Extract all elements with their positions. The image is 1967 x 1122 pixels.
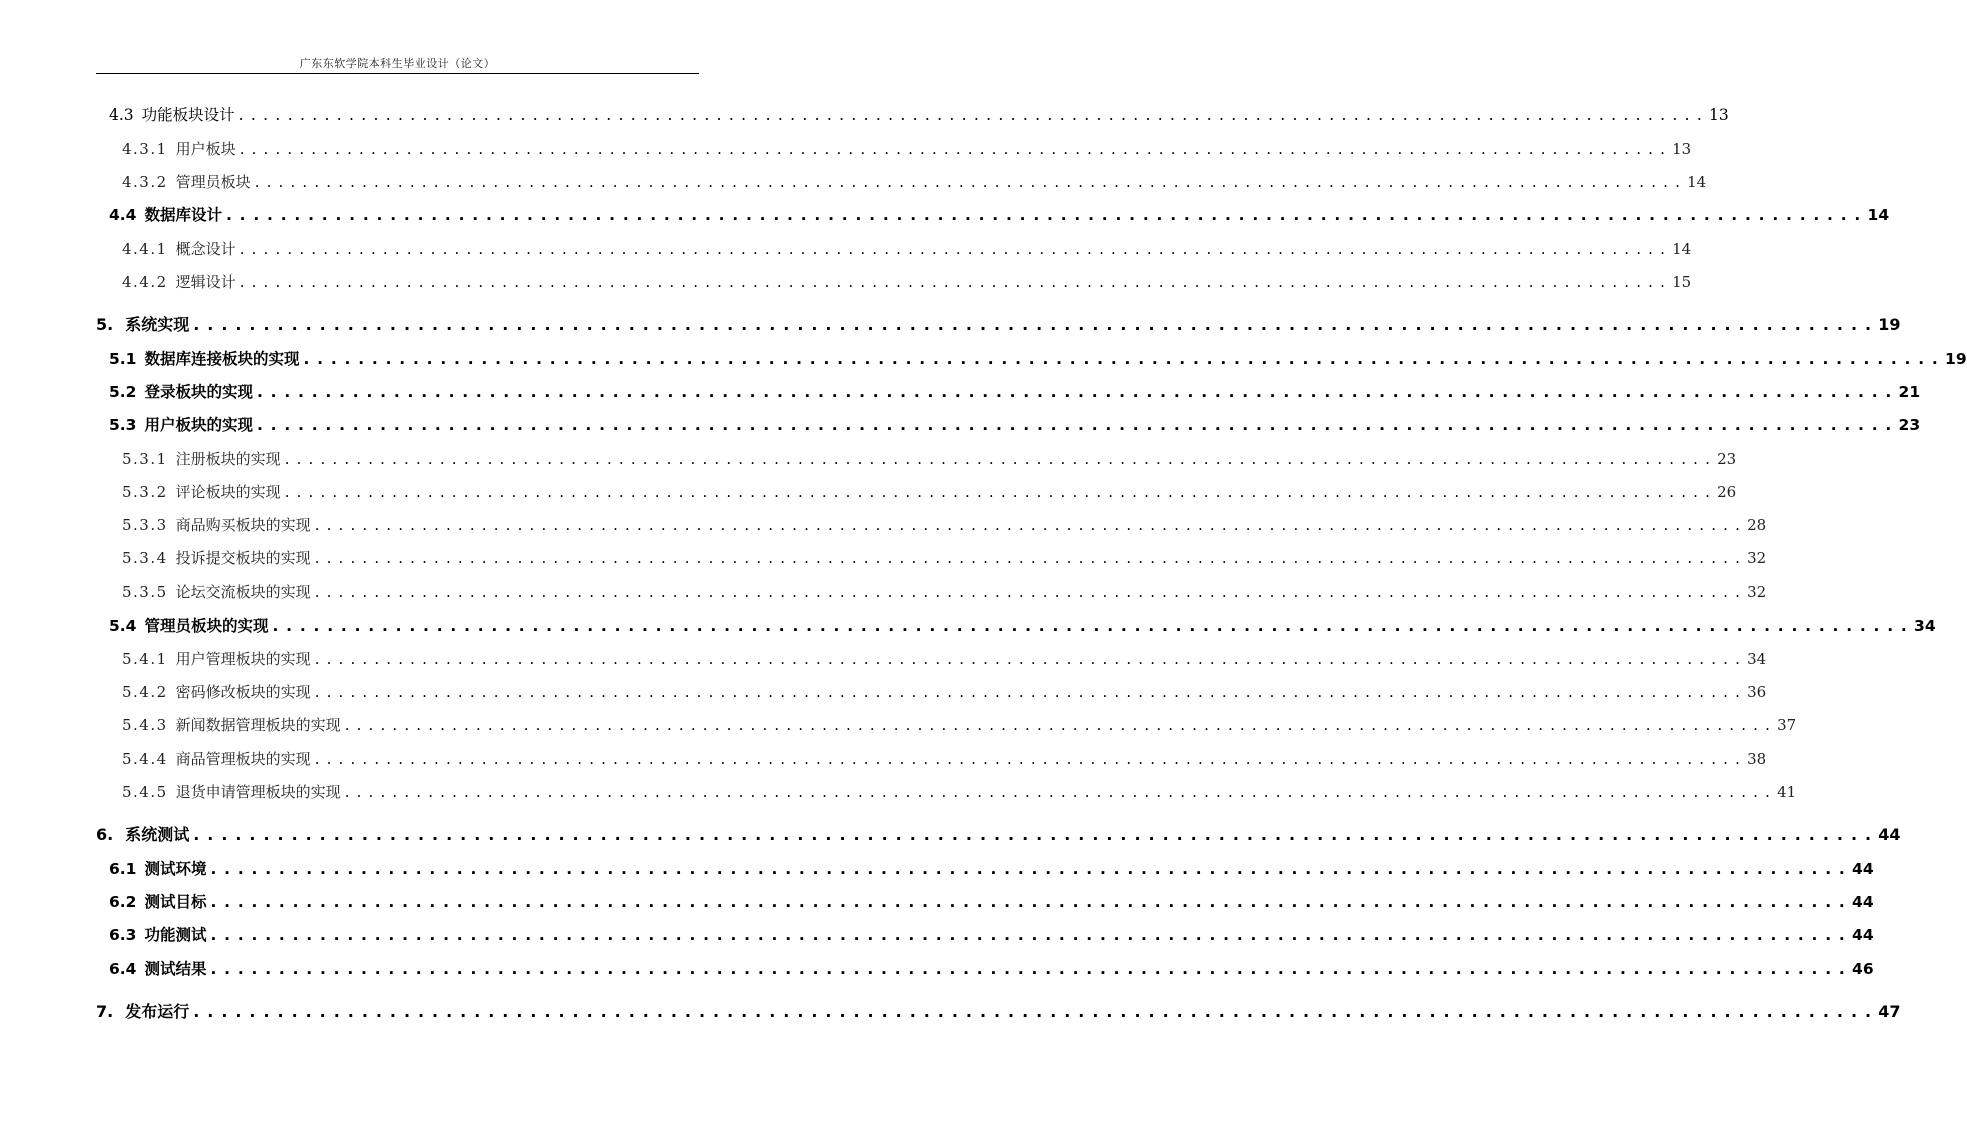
- toc-entry[interactable]: [122, 648, 1767, 670]
- toc-entry-title: 测试环境: [144, 860, 207, 878]
- toc-entry[interactable]: [109, 414, 1921, 436]
- toc-entry-title: 用户板块的实现: [144, 416, 253, 434]
- toc-entry-number: 6.4: [109, 960, 137, 978]
- toc-entry[interactable]: [96, 824, 1901, 846]
- toc-leader-dots: . . . . . . . . . . . . . . . . . . . . . . . . . . . . . . . . . . . . . . . . . . . . . . . . . . . . . . . . . . . . . . . . . . . . . . . . . . . . . . . . . . . . . . . . . . . . . . . . . . . . . . . . . . . . . . . . . . . . . . . .: [239, 140, 1667, 158]
- toc-entry-page: 32: [1747, 549, 1767, 567]
- toc-entry-page: 23: [1717, 450, 1737, 468]
- toc-entry-title: 登录板块的实现: [144, 383, 253, 401]
- toc-entry-page: 21: [1898, 383, 1921, 401]
- toc-leader-dots: . . . . . . . . . . . . . . . . . . . . . . . . . . . . . . . . . . . . . . . . . . . . . . . . . . . . . . . . . . . . . . . . . . . . . . . . . . . . . . . . . . . . . . . . . . . . . . . . . . . . . . . . . . . . . . . . . . . . . . . .: [284, 450, 1712, 468]
- toc-entry-page: 19: [1878, 315, 1901, 334]
- toc-entry-title: 系统实现: [125, 315, 190, 334]
- toc-leader-dots: . . . . . . . . . . . . . . . . . . . . . . . . . . . . . . . . . . . . . . . . . . . . . . . . . . . . . . . . . . . . . . . . . . . . . . . . . . . . . . . . . . . . . . . . . . . . . . . . . . . . . . . . . . . . . . . . . . . . . . . .: [210, 960, 1847, 978]
- toc-entry-page: 32: [1747, 583, 1767, 601]
- toc-leader-dots: . . . . . . . . . . . . . . . . . . . . . . . . . . . . . . . . . . . . . . . . . . . . . . . . . . . . . . . . . . . . . . . . . . . . . . . . . . . . . . . . . . . . . . . . . . . . . . . . . . . . . . . . . . . . . . . . . . . . . . . .: [225, 206, 1862, 224]
- toc-entry-page: 26: [1717, 483, 1737, 501]
- toc-leader-dots: . . . . . . . . . . . . . . . . . . . . . . . . . . . . . . . . . . . . . . . . . . . . . . . . . . . . . . . . . . . . . . . . . . . . . . . . . . . . . . . . . . . . . . . . . . . . . . . . . . . . . . . . . . . . . . . . . . . . . . . .: [303, 350, 1940, 368]
- toc-entry-page: 38: [1747, 750, 1767, 768]
- toc-leader-dots: . . . . . . . . . . . . . . . . . . . . . . . . . . . . . . . . . . . . . . . . . . . . . . . . . . . . . . . . . . . . . . . . . . . . . . . . . . . . . . . . . . . . . . . . . . . . . . . . . . . . . . . . . . . . . . . . . . . . . . . .: [193, 315, 1873, 334]
- toc-entry[interactable]: [109, 924, 1874, 946]
- toc-leader-dots: . . . . . . . . . . . . . . . . . . . . . . . . . . . . . . . . . . . . . . . . . . . . . . . . . . . . . . . . . . . . . . . . . . . . . . . . . . . . . . . . . . . . . . . . . . . . . . . . . . . . . . . . . . . . . . . . . . . . . . . .: [239, 273, 1667, 291]
- toc-leader-dots: . . . . . . . . . . . . . . . . . . . . . . . . . . . . . . . . . . . . . . . . . . . . . . . . . . . . . . . . . . . . . . . . . . . . . . . . . . . . . . . . . . . . . . . . . . . . . . . . . . . . . . . . . . . . . . . . . . . . . . . .: [238, 106, 1704, 124]
- toc-entry-number: 5.3.5: [122, 583, 168, 601]
- toc-entry-title: 论坛交流板块的实现: [175, 583, 311, 601]
- toc-entry-page: 37: [1777, 716, 1797, 734]
- toc-entry[interactable]: [96, 314, 1901, 336]
- toc-entry-number: 6.3: [109, 926, 137, 944]
- toc-entry-number: 5.3.2: [122, 483, 168, 501]
- toc-entry[interactable]: [122, 581, 1767, 603]
- toc-entry-title: 数据库连接板块的实现: [144, 350, 300, 368]
- toc-entry[interactable]: [122, 781, 1797, 803]
- toc-entry-title: 管理员板块: [175, 173, 251, 191]
- toc-entry-number: 5.3: [109, 416, 137, 434]
- toc-entry-number: 5.4: [109, 617, 137, 635]
- toc-entry-title: 发布运行: [125, 1002, 190, 1021]
- toc-entry-page: 44: [1852, 860, 1874, 878]
- toc-entry-title: 数据库设计: [144, 206, 222, 224]
- toc-entry[interactable]: [122, 514, 1767, 536]
- toc-entry-page: 46: [1852, 960, 1874, 978]
- header-divider: [96, 73, 699, 74]
- toc-leader-dots: . . . . . . . . . . . . . . . . . . . . . . . . . . . . . . . . . . . . . . . . . . . . . . . . . . . . . . . . . . . . . . . . . . . . . . . . . . . . . . . . . . . . . . . . . . . . . . . . . . . . . . . . . . . . . . . . . . . . . . . .: [239, 240, 1667, 258]
- toc-leader-dots: . . . . . . . . . . . . . . . . . . . . . . . . . . . . . . . . . . . . . . . . . . . . . . . . . . . . . . . . . . . . . . . . . . . . . . . . . . . . . . . . . . . . . . . . . . . . . . . . . . . . . . . . . . . . . . . . . . . . . . . .: [193, 1002, 1873, 1021]
- toc-entry-page: 23: [1898, 416, 1921, 434]
- toc-leader-dots: . . . . . . . . . . . . . . . . . . . . . . . . . . . . . . . . . . . . . . . . . . . . . . . . . . . . . . . . . . . . . . . . . . . . . . . . . . . . . . . . . . . . . . . . . . . . . . . . . . . . . . . . . . . . . . . . . . . . . . . .: [314, 549, 1742, 567]
- toc-leader-dots: . . . . . . . . . . . . . . . . . . . . . . . . . . . . . . . . . . . . . . . . . . . . . . . . . . . . . . . . . . . . . . . . . . . . . . . . . . . . . . . . . . . . . . . . . . . . . . . . . . . . . . . . . . . . . . . . . . . . . . . .: [344, 783, 1772, 801]
- toc-entry-page: 13: [1709, 106, 1729, 124]
- toc-entry[interactable]: [122, 681, 1767, 703]
- toc-leader-dots: . . . . . . . . . . . . . . . . . . . . . . . . . . . . . . . . . . . . . . . . . . . . . . . . . . . . . . . . . . . . . . . . . . . . . . . . . . . . . . . . . . . . . . . . . . . . . . . . . . . . . . . . . . . . . . . . . . . . . . . .: [314, 516, 1742, 534]
- toc-entry-title: 测试结果: [144, 960, 207, 978]
- toc-entry-page: 41: [1777, 783, 1797, 801]
- toc-entry-number: 4.3.1: [122, 140, 168, 158]
- toc-entry-title: 测试目标: [144, 893, 207, 911]
- toc-entry-page: 36: [1747, 683, 1767, 701]
- toc-leader-dots: . . . . . . . . . . . . . . . . . . . . . . . . . . . . . . . . . . . . . . . . . . . . . . . . . . . . . . . . . . . . . . . . . . . . . . . . . . . . . . . . . . . . . . . . . . . . . . . . . . . . . . . . . . . . . . . . . . . . . . . .: [256, 383, 1893, 401]
- toc-entry[interactable]: [109, 858, 1874, 880]
- toc-entry-title: 商品管理板块的实现: [175, 750, 311, 768]
- toc-entry[interactable]: [122, 238, 1692, 260]
- toc-entry-number: 6.1: [109, 860, 137, 878]
- toc-entry-page: 14: [1687, 173, 1707, 191]
- toc-leader-dots: . . . . . . . . . . . . . . . . . . . . . . . . . . . . . . . . . . . . . . . . . . . . . . . . . . . . . . . . . . . . . . . . . . . . . . . . . . . . . . . . . . . . . . . . . . . . . . . . . . . . . . . . . . . . . . . . . . . . . . . .: [344, 716, 1772, 734]
- toc-entry[interactable]: [122, 448, 1737, 470]
- toc-entry-title: 商品购买板块的实现: [175, 516, 311, 534]
- toc-entry-page: 14: [1672, 240, 1692, 258]
- toc-leader-dots: . . . . . . . . . . . . . . . . . . . . . . . . . . . . . . . . . . . . . . . . . . . . . . . . . . . . . . . . . . . . . . . . . . . . . . . . . . . . . . . . . . . . . . . . . . . . . . . . . . . . . . . . . . . . . . . . . . . . . . . .: [193, 825, 1873, 844]
- toc-leader-dots: . . . . . . . . . . . . . . . . . . . . . . . . . . . . . . . . . . . . . . . . . . . . . . . . . . . . . . . . . . . . . . . . . . . . . . . . . . . . . . . . . . . . . . . . . . . . . . . . . . . . . . . . . . . . . . . . . . . . . . . .: [314, 750, 1742, 768]
- toc-entry-number: 5.4.5: [122, 783, 168, 801]
- toc-entry-number: 5.4.4: [122, 750, 168, 768]
- toc-entry-title: 密码修改板块的实现: [175, 683, 311, 701]
- toc-leader-dots: . . . . . . . . . . . . . . . . . . . . . . . . . . . . . . . . . . . . . . . . . . . . . . . . . . . . . . . . . . . . . . . . . . . . . . . . . . . . . . . . . . . . . . . . . . . . . . . . . . . . . . . . . . . . . . . . . . . . . . . .: [254, 173, 1682, 191]
- toc-entry-title: 注册板块的实现: [175, 450, 281, 468]
- toc-entry-page: 44: [1852, 893, 1874, 911]
- toc-entry-title: 退货申请管理板块的实现: [175, 783, 341, 801]
- toc-entry[interactable]: [122, 748, 1767, 770]
- toc-entry-page: 15: [1672, 273, 1692, 291]
- toc-entry-title: 管理员板块的实现: [144, 617, 269, 635]
- toc-leader-dots: . . . . . . . . . . . . . . . . . . . . . . . . . . . . . . . . . . . . . . . . . . . . . . . . . . . . . . . . . . . . . . . . . . . . . . . . . . . . . . . . . . . . . . . . . . . . . . . . . . . . . . . . . . . . . . . . . . . . . . . .: [210, 926, 1847, 944]
- toc-entry-number: 5.: [96, 315, 114, 334]
- toc-entry-number: 4.4.2: [122, 273, 168, 291]
- toc-entry-number: 6.: [96, 825, 114, 844]
- toc-entry-number: 6.2: [109, 893, 137, 911]
- toc-entry[interactable]: [96, 1001, 1901, 1023]
- toc-entry-title: 用户管理板块的实现: [175, 650, 311, 668]
- toc-entry-number: 5.3.1: [122, 450, 168, 468]
- toc-leader-dots: . . . . . . . . . . . . . . . . . . . . . . . . . . . . . . . . . . . . . . . . . . . . . . . . . . . . . . . . . . . . . . . . . . . . . . . . . . . . . . . . . . . . . . . . . . . . . . . . . . . . . . . . . . . . . . . . . . . . . . . .: [314, 583, 1742, 601]
- toc-entry-title: 系统测试: [125, 825, 190, 844]
- toc-entry[interactable]: [122, 271, 1692, 293]
- toc-entry-page: 28: [1747, 516, 1767, 534]
- toc-entry-title: 功能测试: [144, 926, 207, 944]
- toc-entry[interactable]: [122, 171, 1707, 193]
- toc-entry-number: 5.4.3: [122, 716, 168, 734]
- toc-entry-number: 5.4.1: [122, 650, 168, 668]
- toc-leader-dots: . . . . . . . . . . . . . . . . . . . . . . . . . . . . . . . . . . . . . . . . . . . . . . . . . . . . . . . . . . . . . . . . . . . . . . . . . . . . . . . . . . . . . . . . . . . . . . . . . . . . . . . . . . . . . . . . . . . . . . . .: [314, 650, 1742, 668]
- toc-entry-title: 用户板块: [175, 140, 236, 158]
- toc-entry-title: 逻辑设计: [175, 273, 236, 291]
- toc-entry-number: 4.3.2: [122, 173, 168, 191]
- toc-entry-page: 34: [1914, 617, 1936, 635]
- toc-entry-page: 14: [1867, 206, 1890, 224]
- toc-entry-number: 7.: [96, 1002, 114, 1021]
- toc-entry-page: 13: [1672, 140, 1692, 158]
- toc-entry-title: 功能板块设计: [141, 106, 235, 124]
- page-header: 广东东软学院本科生毕业设计（论文）: [299, 57, 496, 70]
- toc-entry-title: 投诉提交板块的实现: [175, 549, 311, 567]
- toc-entry[interactable]: [109, 204, 1890, 226]
- toc-entry-number: 5.3.4: [122, 549, 168, 567]
- toc-entry[interactable]: [122, 138, 1692, 160]
- toc-entry-number: 4.3: [109, 106, 134, 124]
- toc-entry-page: 34: [1747, 650, 1767, 668]
- toc-leader-dots: . . . . . . . . . . . . . . . . . . . . . . . . . . . . . . . . . . . . . . . . . . . . . . . . . . . . . . . . . . . . . . . . . . . . . . . . . . . . . . . . . . . . . . . . . . . . . . . . . . . . . . . . . . . . . . . . . . . . . . . .: [210, 893, 1847, 911]
- toc-entry[interactable]: [109, 615, 1936, 637]
- toc-entry-page: 44: [1852, 926, 1874, 944]
- toc-entry-number: 5.4.2: [122, 683, 168, 701]
- toc-entry-page: 47: [1878, 1002, 1901, 1021]
- toc-entry-number: 5.1: [109, 350, 137, 368]
- toc-entry-number: 4.4: [109, 206, 137, 224]
- toc-entry-number: 5.2: [109, 383, 137, 401]
- toc-entry-number: 5.3.3: [122, 516, 168, 534]
- toc-entry-page: 44: [1878, 825, 1901, 844]
- toc-entry[interactable]: [109, 891, 1874, 913]
- toc-leader-dots: . . . . . . . . . . . . . . . . . . . . . . . . . . . . . . . . . . . . . . . . . . . . . . . . . . . . . . . . . . . . . . . . . . . . . . . . . . . . . . . . . . . . . . . . . . . . . . . . . . . . . . . . . . . . . . . . . . . . . . . .: [314, 683, 1742, 701]
- toc-entry-page: 19: [1945, 350, 1967, 368]
- toc-entry[interactable]: [109, 348, 1967, 370]
- toc-leader-dots: . . . . . . . . . . . . . . . . . . . . . . . . . . . . . . . . . . . . . . . . . . . . . . . . . . . . . . . . . . . . . . . . . . . . . . . . . . . . . . . . . . . . . . . . . . . . . . . . . . . . . . . . . . . . . . . . . . . . . . . .: [210, 860, 1847, 878]
- toc-entry[interactable]: [122, 481, 1737, 503]
- toc-entry[interactable]: [122, 714, 1797, 736]
- toc-entry[interactable]: [109, 958, 1874, 980]
- toc-entry[interactable]: [109, 104, 1729, 126]
- toc-entry-title: 概念设计: [175, 240, 236, 258]
- toc-leader-dots: . . . . . . . . . . . . . . . . . . . . . . . . . . . . . . . . . . . . . . . . . . . . . . . . . . . . . . . . . . . . . . . . . . . . . . . . . . . . . . . . . . . . . . . . . . . . . . . . . . . . . . . . . . . . . . . . . . . . . . . .: [256, 416, 1893, 434]
- toc-leader-dots: . . . . . . . . . . . . . . . . . . . . . . . . . . . . . . . . . . . . . . . . . . . . . . . . . . . . . . . . . . . . . . . . . . . . . . . . . . . . . . . . . . . . . . . . . . . . . . . . . . . . . . . . . . . . . . . . . . . . . . . .: [284, 483, 1712, 501]
- toc-entry[interactable]: [122, 547, 1767, 569]
- toc-entry-title: 评论板块的实现: [175, 483, 281, 501]
- toc-entry-title: 新闻数据管理板块的实现: [175, 716, 341, 734]
- toc-entry-number: 4.4.1: [122, 240, 168, 258]
- toc-entry[interactable]: [109, 381, 1921, 403]
- toc-leader-dots: . . . . . . . . . . . . . . . . . . . . . . . . . . . . . . . . . . . . . . . . . . . . . . . . . . . . . . . . . . . . . . . . . . . . . . . . . . . . . . . . . . . . . . . . . . . . . . . . . . . . . . . . . . . . . . . . . . . . . . . .: [272, 617, 1909, 635]
